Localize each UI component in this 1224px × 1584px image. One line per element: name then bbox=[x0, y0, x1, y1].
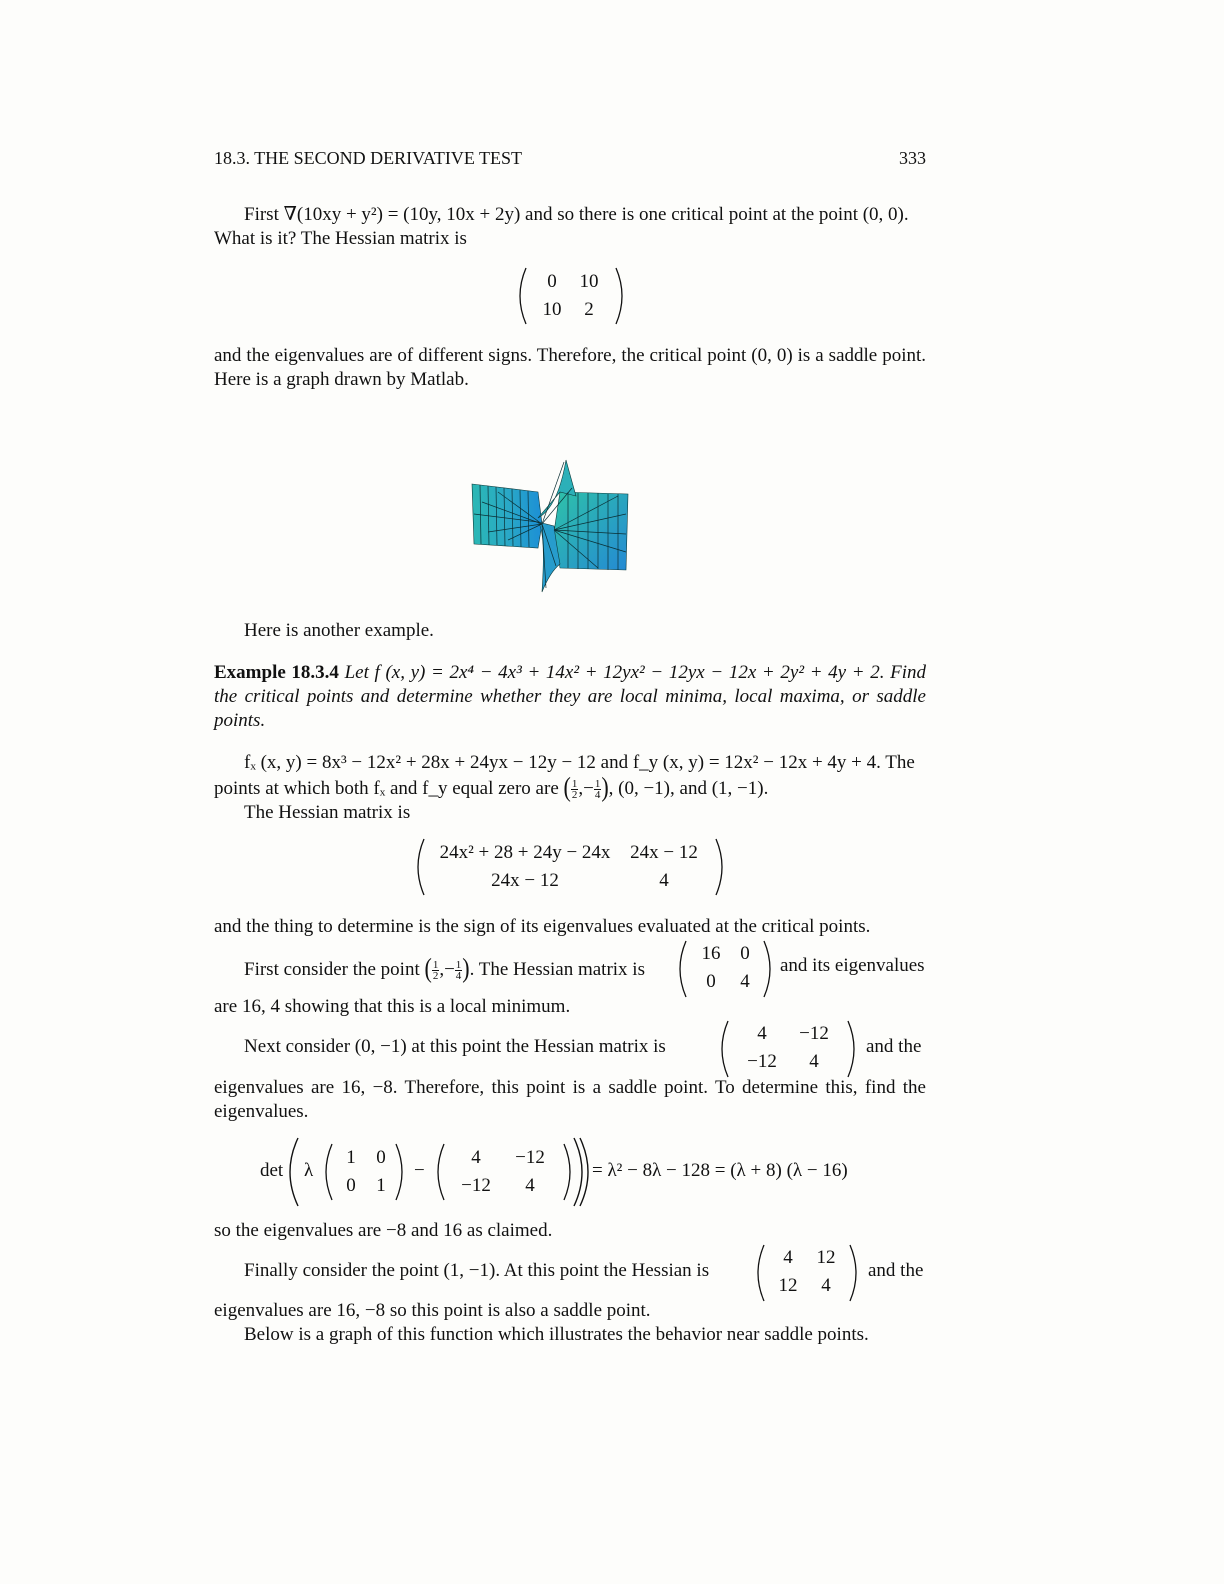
paragraph-partials: fₓ (x, y) = 8x³ − 12x² + 28x + 24yx − 12y − 12 and f_y (x, y) = 12x² − 12x + 4y + 4. The points at which both fₓ and f_y equal zero are ( $\frac{1}{2}$ ,− $\frac{1}{4}$ ), (0, −1), and (1, −1). The Hessian matrix is bbox=[214, 752, 915, 823]
first-point-line: First consider the point ( $\frac{1}{2}$ ,− $\frac{1}{4}$ ). The Hessian matrix is bbox=[244, 951, 645, 983]
matrix-cell: 2 bbox=[584, 299, 594, 320]
matrix-cell: 24x − 12 bbox=[630, 842, 698, 863]
paragraph-another-example: Here is another example. bbox=[244, 620, 434, 641]
matrix-cell: −12 bbox=[515, 1147, 545, 1168]
fraction-half: $\frac{1}{2}$ bbox=[571, 778, 578, 802]
matrix-cell: 16 bbox=[701, 943, 721, 964]
paragraph-below-graph: Below is a graph of this function which illustrates the behavior near saddle points. bbox=[244, 1324, 869, 1345]
matrix-cell: 0 bbox=[706, 971, 716, 992]
paragraph-saddle: and the eigenvalues are of different signs. Therefore, the critical point (0, 0) is a saddle point. Here is a graph drawn by Matlab. bbox=[214, 345, 926, 390]
hessian-matrix-general bbox=[412, 835, 728, 899]
paragraph-saddle-eigen: eigenvalues are 16, −8. Therefore, this point is a saddle point. To determine this, find the eigenvalues. bbox=[214, 1077, 926, 1122]
matrix-cell: 12 bbox=[816, 1247, 836, 1268]
matrix-cell: 0 bbox=[547, 271, 557, 292]
page-number: 333 bbox=[899, 148, 926, 168]
hessian-matrix-point3 bbox=[754, 1242, 860, 1304]
matrix-cell: 10 bbox=[579, 271, 599, 292]
example-text: Let f (x, y) = 2x⁴ − 4x³ + 14x² + 12yx² − 12yx − 12x + 2y² + 4y + 2. Find the critical points and determine whether they are local minima, local maxima, or saddle points. bbox=[214, 662, 927, 731]
characteristic-polynomial: = λ² − 8λ − 128 = (λ + 8) (λ − 16) bbox=[592, 1160, 848, 1181]
example-statement bbox=[214, 661, 926, 733]
matrix-cell: 24x − 12 bbox=[491, 870, 559, 891]
matrix-cell: −12 bbox=[461, 1175, 491, 1196]
determinant-equation bbox=[258, 1136, 898, 1208]
fraction-quarter: $\frac{1}{4}$ bbox=[594, 778, 601, 802]
matrix-cell: 4 bbox=[525, 1175, 535, 1196]
example-label: Example 18.3.4 bbox=[214, 662, 339, 683]
matrix-cell: 4 bbox=[659, 870, 669, 891]
saddle-surface-plot bbox=[468, 452, 632, 598]
paragraph-local-min: are 16, 4 showing that this is a local minimum. bbox=[214, 996, 571, 1017]
hessian-matrix-1 bbox=[516, 264, 626, 328]
identity-matrix bbox=[336, 1144, 396, 1200]
fraction-half: $\frac{1}{2}$ bbox=[432, 959, 439, 983]
paragraph-also-saddle: eigenvalues are 16, −8 so this point is also a saddle point. bbox=[214, 1300, 651, 1321]
matrix-cell: 4 bbox=[783, 1247, 793, 1268]
finally-point-line: Finally consider the point (1, −1). At this point the Hessian is bbox=[244, 1260, 710, 1281]
running-header bbox=[214, 148, 926, 169]
paragraph-eigen-sign: and the thing to determine is the sign of its eigenvalues evaluated at the critical points. bbox=[214, 916, 871, 937]
matrix-cell: 0 bbox=[376, 1147, 386, 1168]
det-label: det bbox=[260, 1160, 284, 1181]
section-title: 18.3. THE SECOND DERIVATIVE TEST bbox=[214, 148, 523, 168]
paragraph-claimed: so the eigenvalues are −8 and 16 as claimed. bbox=[214, 1220, 553, 1241]
matrix-cell: 1 bbox=[346, 1147, 356, 1168]
hessian-matrix-det bbox=[450, 1144, 558, 1200]
matrix-cell: 12 bbox=[778, 1275, 798, 1296]
matrix-cell: 24x² + 28 + 24y − 24x bbox=[439, 842, 611, 863]
matrix-cell: 4 bbox=[821, 1275, 831, 1296]
minus-sign: − bbox=[414, 1160, 425, 1181]
lambda: λ bbox=[304, 1160, 314, 1181]
hessian-matrix-point2 bbox=[718, 1018, 858, 1080]
matrix-cell: 1 bbox=[376, 1175, 386, 1196]
matrix-cell: 0 bbox=[346, 1175, 356, 1196]
hessian-matrix-point1 bbox=[676, 938, 774, 1000]
matrix-cell: 4 bbox=[757, 1023, 767, 1044]
matrix-cell: 4 bbox=[740, 971, 750, 992]
matrix-cell: 4 bbox=[471, 1147, 481, 1168]
fraction-quarter: $\frac{1}{4}$ bbox=[455, 959, 462, 983]
matrix-cell: 4 bbox=[809, 1051, 819, 1072]
matrix-cell: −12 bbox=[747, 1051, 777, 1072]
paragraph-gradient: First ∇(10xy + y²) = (10y, 10x + 2y) and so there is one critical point at the point (0, 0). What is it? The Hessian matrix is bbox=[214, 204, 909, 249]
matrix-cell: 0 bbox=[740, 943, 750, 964]
next-point-line: Next consider (0, −1) at this point the Hessian matrix is bbox=[244, 1036, 666, 1057]
matrix-cell: 10 bbox=[542, 299, 562, 320]
matrix-cell: −12 bbox=[799, 1023, 829, 1044]
